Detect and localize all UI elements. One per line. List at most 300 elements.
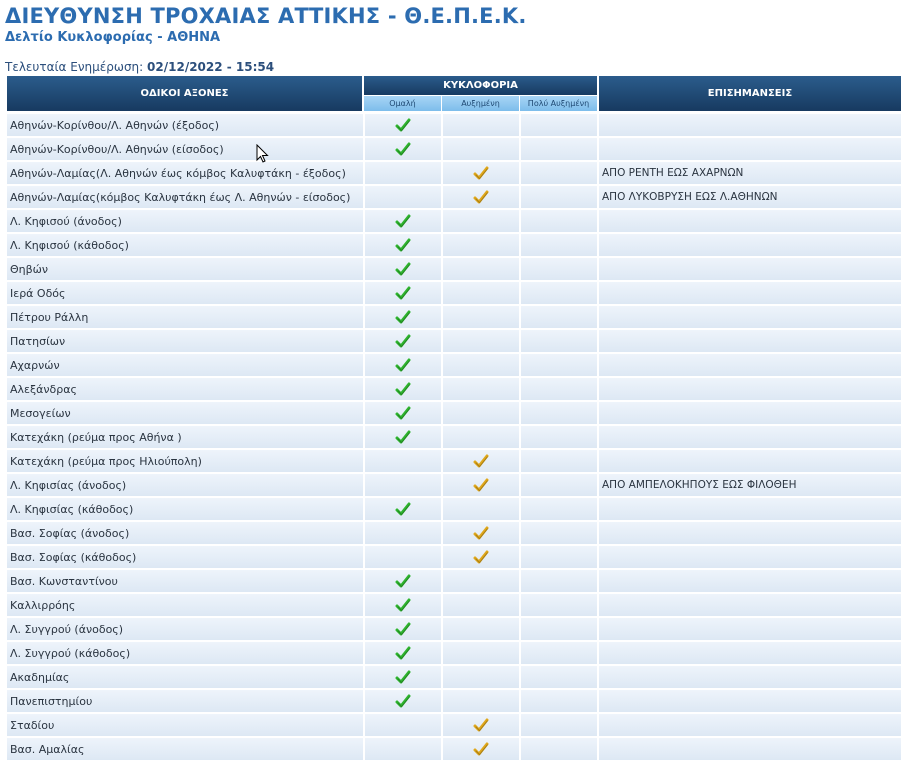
road-name: Βασ. Κωνσταντίνου	[10, 574, 118, 588]
check-icon	[395, 693, 411, 709]
column-separator	[519, 330, 521, 353]
check-icon	[473, 477, 489, 493]
column-header-increased: Αυξημένη	[442, 96, 519, 111]
status-cell	[442, 450, 519, 472]
status-cell	[364, 282, 441, 304]
column-separator	[363, 282, 365, 305]
status-cell	[520, 498, 597, 520]
remark-text	[598, 282, 901, 304]
table-row	[7, 257, 901, 280]
road-name: Αχαρνών	[10, 358, 60, 372]
road-name: Λ. Συγγρού (άνοδος)	[10, 622, 124, 636]
remark-text	[598, 618, 901, 640]
remark-text	[598, 426, 901, 448]
column-separator	[519, 474, 521, 497]
column-header-notes: ΕΠΙΣΗΜΑΝΣΕΙΣ	[599, 76, 901, 111]
check-icon	[473, 717, 489, 733]
road-name: Θηβών	[10, 262, 49, 276]
column-separator	[363, 690, 365, 713]
column-separator	[441, 546, 443, 569]
column-separator	[519, 690, 521, 713]
check-icon	[395, 309, 411, 325]
remark-text	[598, 522, 901, 544]
table-row	[7, 185, 901, 208]
column-separator	[519, 210, 521, 233]
mouse-pointer-icon	[256, 144, 270, 164]
road-name: Αθηνών-Λαμίας(κόμβος Καλυφτάκη έως Λ. Αθηνών - είσοδος)	[10, 190, 351, 204]
column-separator	[597, 546, 599, 569]
remark-text	[598, 738, 901, 760]
column-separator	[519, 426, 521, 449]
column-separator	[441, 738, 443, 760]
column-separator	[597, 162, 599, 185]
column-separator	[597, 114, 599, 137]
status-cell	[442, 234, 519, 256]
status-cell	[520, 210, 597, 232]
status-cell	[520, 666, 597, 688]
column-separator	[441, 330, 443, 353]
column-separator	[441, 402, 443, 425]
status-cell	[520, 690, 597, 712]
check-icon	[473, 525, 489, 541]
check-icon	[395, 573, 411, 589]
column-separator	[597, 618, 599, 641]
remark-text	[598, 642, 901, 664]
column-separator	[363, 426, 365, 449]
status-cell	[364, 234, 441, 256]
column-separator	[441, 282, 443, 305]
status-cell	[442, 258, 519, 280]
column-separator	[519, 306, 521, 329]
status-cell	[520, 594, 597, 616]
column-separator	[441, 114, 443, 137]
status-cell	[364, 546, 441, 568]
check-icon	[395, 213, 411, 229]
table-row	[7, 593, 901, 616]
column-separator	[363, 330, 365, 353]
status-cell	[364, 666, 441, 688]
check-icon	[395, 621, 411, 637]
column-separator	[519, 138, 521, 161]
check-icon	[395, 333, 411, 349]
road-name: Αθηνών-Κορίνθου/Λ. Αθηνών (έξοδος)	[10, 118, 220, 132]
remark-text	[598, 330, 901, 352]
last-update	[5, 60, 274, 74]
check-icon	[395, 261, 411, 277]
table-row	[7, 281, 901, 304]
status-cell	[364, 618, 441, 640]
status-cell	[364, 714, 441, 736]
table-row	[7, 713, 901, 736]
table-row	[7, 305, 901, 328]
status-cell	[364, 354, 441, 376]
status-cell	[520, 234, 597, 256]
status-cell	[364, 378, 441, 400]
remark-text	[598, 690, 901, 712]
remark-text	[598, 450, 901, 472]
column-separator	[441, 450, 443, 473]
status-cell	[520, 474, 597, 496]
status-cell	[442, 474, 519, 496]
road-name: Λ. Κηφισού (κάθοδος)	[10, 238, 129, 252]
column-separator	[363, 138, 365, 161]
column-separator	[363, 714, 365, 737]
status-cell	[364, 258, 441, 280]
table-row	[7, 137, 901, 160]
table-row	[7, 737, 901, 760]
table-row	[7, 377, 901, 400]
column-separator	[597, 738, 599, 760]
page-title: ΔΙΕΥΘΥΝΣΗ ΤΡΟΧΑΙΑΣ ΑΤΤΙΚΗΣ - Θ.Ε.Π.Ε.Κ.	[5, 4, 527, 28]
column-separator	[519, 114, 521, 137]
table-row	[7, 641, 901, 664]
column-separator	[363, 546, 365, 569]
status-cell	[520, 378, 597, 400]
status-cell	[364, 186, 441, 208]
column-separator	[441, 522, 443, 545]
status-cell	[364, 474, 441, 496]
road-name: Λ. Κηφισού (άνοδος)	[10, 214, 122, 228]
status-cell	[520, 162, 597, 184]
status-cell	[442, 330, 519, 352]
status-cell	[442, 666, 519, 688]
column-separator	[363, 210, 365, 233]
status-cell	[442, 546, 519, 568]
status-cell	[364, 690, 441, 712]
column-separator	[597, 426, 599, 449]
column-separator	[363, 666, 365, 689]
status-cell	[442, 426, 519, 448]
column-separator	[597, 258, 599, 281]
column-separator	[363, 162, 365, 185]
status-cell	[364, 594, 441, 616]
table-row	[7, 329, 901, 352]
status-cell	[442, 186, 519, 208]
road-name: Κατεχάκη (ρεύμα προς Ηλιούπολη)	[10, 454, 202, 468]
remark-text	[598, 666, 901, 688]
status-cell	[520, 282, 597, 304]
column-separator	[363, 522, 365, 545]
column-separator	[441, 258, 443, 281]
column-separator	[597, 306, 599, 329]
page-subtitle: Δελτίο Κυκλοφορίας - ΑΘΗΝΑ	[5, 30, 221, 45]
road-name: Λ. Συγγρού (κάθοδος)	[10, 646, 131, 660]
column-separator	[597, 234, 599, 257]
column-separator	[597, 714, 599, 737]
table-row	[7, 401, 901, 424]
column-separator	[519, 738, 521, 760]
status-cell	[442, 282, 519, 304]
status-cell	[442, 162, 519, 184]
status-cell	[442, 570, 519, 592]
column-separator	[519, 450, 521, 473]
status-cell	[520, 738, 597, 760]
table-row	[7, 113, 901, 136]
table-row	[7, 353, 901, 376]
status-cell	[442, 114, 519, 136]
status-cell	[520, 330, 597, 352]
status-cell	[520, 354, 597, 376]
table-row	[7, 161, 901, 184]
table-row	[7, 689, 901, 712]
column-separator	[441, 642, 443, 665]
column-separator	[597, 210, 599, 233]
column-separator	[597, 402, 599, 425]
check-icon	[473, 549, 489, 565]
remark-text	[598, 498, 901, 520]
remark-text	[598, 402, 901, 424]
road-name: Ακαδημίας	[10, 670, 70, 684]
status-cell	[520, 114, 597, 136]
table-row	[7, 473, 901, 496]
column-separator	[597, 282, 599, 305]
status-cell	[364, 162, 441, 184]
check-icon	[473, 453, 489, 469]
check-icon	[395, 405, 411, 421]
road-name: Λ. Κηφισίας (κάθοδος)	[10, 502, 134, 516]
column-separator	[363, 114, 365, 137]
column-separator	[597, 642, 599, 665]
status-cell	[442, 690, 519, 712]
column-separator	[363, 354, 365, 377]
road-name: Πέτρου Ράλλη	[10, 310, 89, 324]
column-separator	[597, 474, 599, 497]
status-cell	[520, 450, 597, 472]
column-separator	[363, 450, 365, 473]
status-cell	[364, 738, 441, 760]
column-separator	[441, 234, 443, 257]
road-name: Ιερά Οδός	[10, 286, 66, 300]
status-cell	[364, 330, 441, 352]
remark-text	[598, 234, 901, 256]
column-separator	[597, 378, 599, 401]
check-icon	[395, 645, 411, 661]
status-cell	[364, 114, 441, 136]
column-separator	[441, 570, 443, 593]
column-separator	[441, 186, 443, 209]
status-cell	[442, 210, 519, 232]
check-icon	[395, 597, 411, 613]
check-icon	[395, 669, 411, 685]
column-separator	[519, 234, 521, 257]
table-row	[7, 521, 901, 544]
column-separator	[597, 138, 599, 161]
remark-text: ΑΠΟ ΛΥΚΟΒΡΥΣΗ ΕΩΣ Λ.ΑΘΗΝΩΝ	[602, 191, 778, 203]
status-cell	[364, 570, 441, 592]
column-separator	[441, 498, 443, 521]
check-icon	[395, 237, 411, 253]
status-cell	[442, 354, 519, 376]
last-update-label: Τελευταία Ενημέρωση:	[5, 60, 144, 74]
check-icon	[395, 357, 411, 373]
remark-text	[598, 714, 901, 736]
column-separator	[363, 618, 365, 641]
road-name: Μεσογείων	[10, 406, 71, 420]
column-separator	[597, 330, 599, 353]
column-separator	[363, 642, 365, 665]
column-separator	[441, 690, 443, 713]
column-separator	[363, 570, 365, 593]
column-separator	[597, 354, 599, 377]
column-separator	[441, 210, 443, 233]
column-header-heavy: Πολύ Αυξημένη	[520, 96, 597, 111]
remark-text	[598, 546, 901, 568]
column-separator	[597, 186, 599, 209]
remark-text: ΑΠΟ ΑΜΠΕΛΟΚΗΠΟΥΣ ΕΩΣ ΦΙΛΟΘΕΗ	[602, 479, 797, 491]
column-separator	[519, 522, 521, 545]
table-row	[7, 233, 901, 256]
remark-text	[598, 594, 901, 616]
column-separator	[519, 282, 521, 305]
column-separator	[519, 570, 521, 593]
status-cell	[442, 402, 519, 424]
road-name: Κατεχάκη (ρεύμα προς Αθήνα )	[10, 430, 182, 444]
status-cell	[364, 426, 441, 448]
column-separator	[597, 570, 599, 593]
road-name: Σταδίου	[10, 718, 55, 732]
column-separator	[363, 186, 365, 209]
column-separator	[519, 402, 521, 425]
remark-text: ΑΠΟ ΡΕΝΤΗ ΕΩΣ ΑΧΑΡΝΩΝ	[602, 167, 744, 179]
status-cell	[442, 306, 519, 328]
check-icon	[395, 381, 411, 397]
status-cell	[364, 138, 441, 160]
table-row	[7, 209, 901, 232]
road-name: Αθηνών-Λαμίας(Λ. Αθηνών έως κόμβος Καλυφτάκη - έξοδος)	[10, 166, 346, 180]
column-separator	[363, 594, 365, 617]
last-update-value: 02/12/2022 - 15:54	[147, 60, 275, 74]
column-separator	[597, 594, 599, 617]
road-name: Πατησίων	[10, 334, 66, 348]
road-name: Αλεξάνδρας	[10, 382, 77, 396]
status-cell	[442, 642, 519, 664]
column-separator	[363, 402, 365, 425]
table-row	[7, 665, 901, 688]
status-cell	[442, 738, 519, 760]
status-cell	[364, 498, 441, 520]
status-cell	[364, 210, 441, 232]
table-row	[7, 545, 901, 568]
check-icon	[473, 189, 489, 205]
road-name: Λ. Κηφισίας (άνοδος)	[10, 478, 127, 492]
table-row	[7, 425, 901, 448]
column-separator	[597, 450, 599, 473]
status-cell	[520, 642, 597, 664]
column-separator	[363, 474, 365, 497]
status-cell	[520, 402, 597, 424]
column-separator	[441, 666, 443, 689]
column-separator	[519, 498, 521, 521]
column-separator	[519, 258, 521, 281]
column-separator	[363, 234, 365, 257]
status-cell	[442, 522, 519, 544]
road-name: Καλλιρρόης	[10, 598, 76, 612]
status-cell	[442, 498, 519, 520]
remark-text	[598, 570, 901, 592]
column-separator	[519, 378, 521, 401]
status-cell	[442, 714, 519, 736]
column-separator	[597, 498, 599, 521]
status-cell	[520, 570, 597, 592]
column-separator	[363, 306, 365, 329]
column-header-axes: ΟΔΙΚΟΙ ΑΞΟΝΕΣ	[7, 76, 362, 111]
status-cell	[520, 426, 597, 448]
column-separator	[597, 690, 599, 713]
road-name: Αθηνών-Κορίνθου/Λ. Αθηνών (είσοδος)	[10, 142, 224, 156]
column-separator	[519, 354, 521, 377]
status-cell	[520, 186, 597, 208]
table-row	[7, 617, 901, 640]
remark-text	[598, 378, 901, 400]
remark-text	[598, 114, 901, 136]
column-separator	[519, 546, 521, 569]
status-cell	[520, 522, 597, 544]
check-icon	[473, 741, 489, 757]
table-row	[7, 497, 901, 520]
remark-text	[598, 138, 901, 160]
road-name: Βασ. Σοφίας (κάθοδος)	[10, 550, 137, 564]
column-separator	[597, 522, 599, 545]
table-row	[7, 449, 901, 472]
check-icon	[395, 285, 411, 301]
column-header-traffic: ΚΥΚΛΟΦΟΡΙΑ	[364, 76, 597, 95]
road-name: Βασ. Αμαλίας	[10, 742, 85, 756]
status-cell	[364, 306, 441, 328]
status-cell	[520, 306, 597, 328]
check-icon	[473, 165, 489, 181]
status-cell	[520, 138, 597, 160]
column-separator	[441, 594, 443, 617]
column-separator	[519, 186, 521, 209]
column-separator	[441, 474, 443, 497]
road-name: Βασ. Σοφίας (άνοδος)	[10, 526, 130, 540]
check-icon	[395, 117, 411, 133]
check-icon	[395, 501, 411, 517]
remark-text	[598, 210, 901, 232]
status-cell	[364, 402, 441, 424]
column-separator	[441, 162, 443, 185]
status-cell	[364, 642, 441, 664]
column-separator	[441, 618, 443, 641]
status-cell	[520, 546, 597, 568]
check-icon	[395, 429, 411, 445]
status-cell	[520, 714, 597, 736]
column-separator	[363, 498, 365, 521]
status-cell	[520, 618, 597, 640]
column-separator	[597, 666, 599, 689]
status-cell	[442, 594, 519, 616]
status-cell	[442, 378, 519, 400]
remark-text	[598, 258, 901, 280]
status-cell	[520, 258, 597, 280]
column-separator	[519, 642, 521, 665]
remark-text	[598, 354, 901, 376]
column-separator	[519, 594, 521, 617]
status-cell	[442, 138, 519, 160]
remark-text	[598, 306, 901, 328]
road-name: Πανεπιστημίου	[10, 694, 93, 708]
status-cell	[442, 618, 519, 640]
table-row	[7, 569, 901, 592]
column-separator	[363, 738, 365, 760]
column-separator	[519, 162, 521, 185]
column-separator	[441, 714, 443, 737]
column-separator	[363, 378, 365, 401]
column-separator	[363, 258, 365, 281]
column-separator	[441, 306, 443, 329]
column-separator	[441, 354, 443, 377]
column-header-normal: Ομαλή	[364, 96, 441, 111]
